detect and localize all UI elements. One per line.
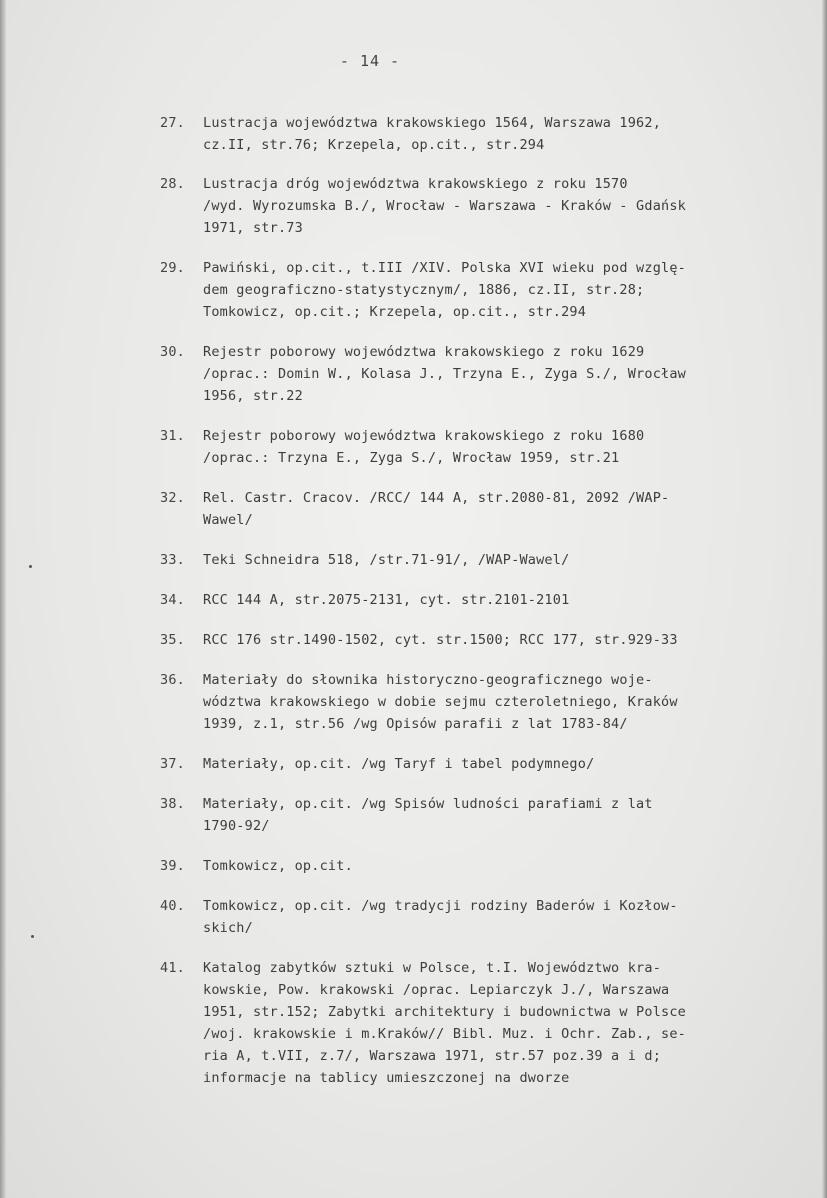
- footnote-number: 41.: [160, 960, 185, 976]
- footnote-text-line: /oprac.: Trzyna E., Zyga S./, Wrocław 1959, str.21: [203, 450, 620, 466]
- footnote-text-line: 1971, str.73: [203, 220, 303, 236]
- footnote-text-line: ria A, t.VII, z.7/, Warszawa 1971, str.57 poz.39 a i d;: [203, 1048, 662, 1064]
- footnote-number: 39.: [160, 858, 185, 874]
- footnote-text-line: Wawel/: [203, 512, 253, 528]
- page-number: - 14 -: [339, 52, 401, 70]
- footnote-item: [160, 855, 790, 877]
- footnote-number: 34.: [160, 592, 185, 608]
- footnote-number: 37.: [160, 756, 185, 772]
- footnote-item: [160, 341, 790, 407]
- footnote-text-line: Tomkowicz, op.cit. /wg tradycji rodziny Baderów i Kozłow-: [203, 898, 678, 914]
- footnote-number: 31.: [160, 428, 185, 444]
- footnote-number: 33.: [160, 552, 185, 568]
- footnote-list: [160, 112, 790, 1107]
- footnote-item: [160, 753, 790, 775]
- footnote-text-line: Rel. Castr. Cracov. /RCC/ 144 A, str.2080-81, 2092 /WAP-: [203, 490, 670, 506]
- footnote-text-line: Materiały, op.cit. /wg Taryf i tabel podymnego/: [203, 756, 595, 772]
- footnote-number: 28.: [160, 176, 185, 192]
- footnote-text-line: Rejestr poborowy województwa krakowskiego z roku 1680: [203, 428, 645, 444]
- footnote-number: 35.: [160, 632, 185, 648]
- footnote-text-line: Materiały do słownika historyczno-geograficznego woje-: [203, 672, 653, 688]
- footnote-text-line: Lustracja województwa krakowskiego 1564, Warszawa 1962,: [203, 115, 662, 131]
- footnote-text-line: Katalog zabytków sztuki w Polsce, t.I. Województwo kra-: [203, 960, 662, 976]
- footnote-item: [160, 487, 790, 531]
- footnote-text-line: 1790-92/: [203, 818, 270, 834]
- footnote-text-line: 1951, str.152; Zabytki architektury i budownictwa w Polsce: [203, 1004, 687, 1020]
- footnote-item: [160, 549, 790, 571]
- footnote-text-line: kowskie, Pow. krakowski /oprac. Lepiarczyk J./, Warszawa: [203, 982, 670, 998]
- footnote-text-line: dem geograficzno-statystycznym/, 1886, cz.II, str.28;: [203, 282, 645, 298]
- footnote-item: [160, 425, 790, 469]
- footnote-number: 38.: [160, 796, 185, 812]
- footnote-item: [160, 793, 790, 837]
- footnote-text-line: informacje na tablicy umieszczonej na dworze: [203, 1070, 570, 1086]
- footnote-text-line: /oprac.: Domin W., Kolasa J., Trzyna E., Zyga S./, Wrocław: [203, 366, 687, 382]
- footnote-item: [160, 112, 790, 156]
- footnote-text-line: /wyd. Wyrozumska B./, Wrocław - Warszawa - Kraków - Gdańsk: [203, 198, 687, 214]
- footnote-text-line: 1939, z.1, str.56 /wg Opisów parafii z lat 1783-84/: [203, 716, 628, 732]
- footnote-item: [160, 589, 790, 611]
- scan-speck: [31, 935, 34, 938]
- footnote-text-line: Rejestr poborowy województwa krakowskiego z roku 1629: [203, 344, 645, 360]
- footnote-number: 36.: [160, 672, 185, 688]
- footnote-text-line: RCC 144 A, str.2075-2131, cyt. str.2101-2101: [203, 592, 570, 608]
- scan-speck: [29, 565, 32, 568]
- footnote-text-line: Tomkowicz, op.cit.; Krzepela, op.cit., str.294: [203, 304, 587, 320]
- footnote-item: [160, 257, 790, 323]
- footnote-item: [160, 629, 790, 651]
- footnote-number: 29.: [160, 260, 185, 276]
- footnote-item: [160, 895, 790, 939]
- footnote-text-line: Tomkowicz, op.cit.: [203, 858, 353, 874]
- footnote-text-line: Pawiński, op.cit., t.III /XIV. Polska XVI wieku pod wzglę-: [203, 260, 687, 276]
- footnote-text-line: Materiały, op.cit. /wg Spisów ludności parafiami z lat: [203, 796, 653, 812]
- scan-edge-right: [822, 0, 827, 1198]
- footnote-number: 40.: [160, 898, 185, 914]
- footnote-text-line: /woj. krakowskie i m.Kraków// Bibl. Muz. i Ochr. Zab., se-: [203, 1026, 687, 1042]
- footnote-item: [160, 957, 790, 1089]
- footnote-item: [160, 173, 790, 239]
- footnote-text-line: skich/: [203, 920, 253, 936]
- footnote-text-line: Lustracja dróg województwa krakowskiego z roku 1570: [203, 176, 628, 192]
- footnote-text-line: 1956, str.22: [203, 388, 303, 404]
- footnote-number: 30.: [160, 344, 185, 360]
- footnote-text-line: wództwa krakowskiego w dobie sejmu czteroletniego, Kraków: [203, 694, 678, 710]
- footnote-item: [160, 669, 790, 735]
- footnote-number: 27.: [160, 115, 185, 131]
- footnote-text-line: Teki Schneidra 518, /str.71-91/, /WAP-Wawel/: [203, 552, 570, 568]
- footnote-text-line: cz.II, str.76; Krzepela, op.cit., str.294: [203, 137, 545, 153]
- scan-edge-left: [0, 0, 6, 1198]
- footnote-text-line: RCC 176 str.1490-1502, cyt. str.1500; RCC 177, str.929-33: [203, 632, 678, 648]
- footnote-number: 32.: [160, 490, 185, 506]
